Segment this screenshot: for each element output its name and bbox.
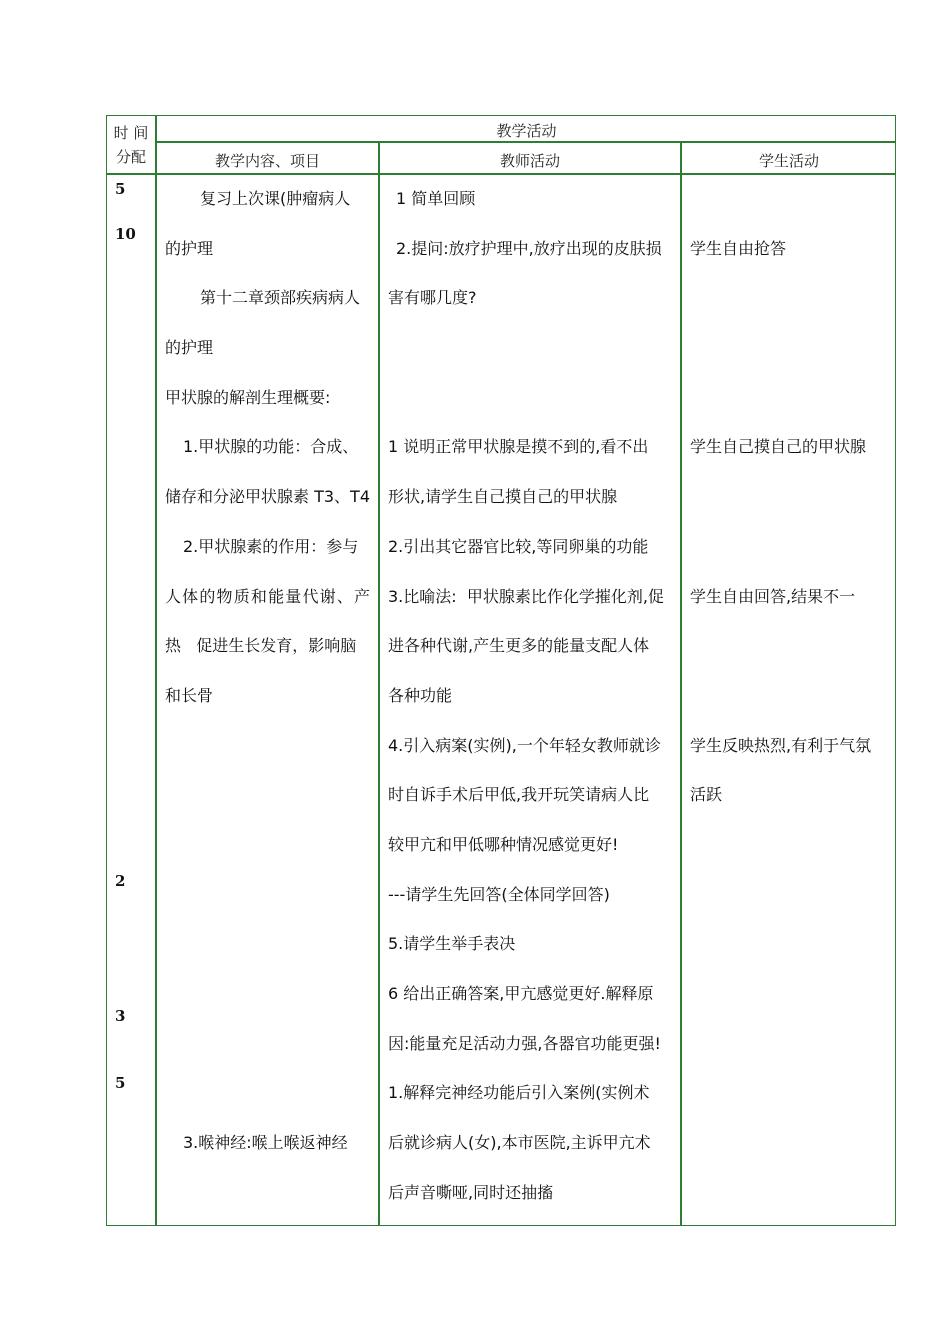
teacher-column	[388, 174, 674, 1217]
time-mark: 10	[115, 225, 136, 243]
teacher-line: 后就诊病人(女),本市医院,主诉甲亢术	[388, 1133, 651, 1153]
teacher-line: 4.引入病案(实例),一个年轻女教师就诊	[388, 735, 661, 755]
time-mark: 3	[115, 1007, 126, 1025]
col-divider-time	[155, 115, 157, 1226]
content-line: 和长骨	[165, 685, 214, 705]
content-line: 的护理	[165, 238, 214, 258]
teacher-line: 1.解释完神经功能后引入案例(实例术	[388, 1083, 650, 1103]
student-line: 学生自由抢答	[690, 238, 787, 258]
content-line: 1.甲状腺的功能：合成、	[183, 437, 359, 457]
content-line: 储存和分泌甲状腺素 T3、T4	[165, 487, 370, 507]
content-column-header: 教学内容、项目	[214, 152, 320, 170]
student-line: 活跃	[690, 785, 723, 805]
student-line: 学生自由回答,结果不一	[690, 586, 856, 606]
teacher-line: 进各种代谢,产生更多的能量支配人体	[388, 636, 650, 656]
teaching-activity-header: 教学活动	[496, 122, 557, 140]
time-mark: 5	[115, 180, 126, 198]
content-line: 第十二章颈部疾病病人	[200, 288, 361, 308]
col-divider-teacher	[680, 142, 682, 1226]
row-divider-header	[155, 141, 896, 143]
time-mark: 2	[115, 872, 126, 890]
teacher-column-header: 教师活动	[499, 152, 560, 170]
student-line: 学生自己摸自己的甲状腺	[690, 437, 867, 457]
teacher-line: 因:能量充足活动力强,各器官功能更强!	[388, 1033, 661, 1053]
teacher-line: 各种功能	[388, 685, 453, 705]
time-alloc-header-line1: 时 间	[113, 124, 149, 142]
content-line: 热 促进生长发育，影响脑	[165, 636, 357, 656]
teacher-line: 3.比喻法: 甲状腺素比作化学摧化剂,促	[388, 586, 664, 606]
content-line: 3.喉神经:喉上喉返神经	[183, 1133, 348, 1152]
teacher-line: ---请学生先回答(全体同学回答)	[388, 884, 610, 904]
content-column	[165, 174, 370, 721]
teacher-line: 较甲亢和甲低哪种情况感觉更好!	[388, 834, 619, 854]
teacher-line: 形状,请学生自己摸自己的甲状腺	[388, 487, 618, 507]
teacher-line: 时自诉手术后甲低,我开玩笑请病人比	[388, 785, 650, 805]
teacher-line: 2.引出其它器官比较,等同卵巢的功能	[388, 536, 649, 556]
content-line: 的护理	[165, 338, 214, 358]
content-line: 2.甲状腺素的作用：参与	[183, 536, 359, 556]
content-line: 甲状腺的解剖生理概要:	[165, 387, 331, 407]
teacher-line: 1 说明正常甲状腺是摸不到的,看不出	[388, 437, 649, 457]
time-alloc-header-line2: 分配	[115, 148, 146, 166]
teacher-line: 2.提问:放疗护理中,放疗出现的皮肤损	[396, 238, 662, 258]
student-column-header: 学生活动	[758, 152, 819, 170]
teacher-line: 害有哪几度?	[388, 288, 477, 308]
student-column	[690, 174, 890, 820]
content-line: 复习上次课(肿瘤病人	[200, 189, 351, 208]
teacher-line: 后声音嘶哑,同时还抽搐	[388, 1182, 554, 1202]
time-mark: 5	[115, 1074, 126, 1092]
student-line: 学生反映热烈,有利于气氛	[690, 735, 872, 755]
col-divider-content	[378, 142, 380, 1226]
teacher-line: 5.请学生举手表决	[388, 934, 516, 954]
content-column-laryngeal	[165, 1118, 370, 1168]
teacher-line: 1 简单回顾	[396, 189, 476, 208]
content-line: 人体的物质和能量代谢、产	[165, 586, 370, 606]
teacher-line: 6 给出正确答案,甲亢感觉更好.解释原	[388, 984, 654, 1003]
